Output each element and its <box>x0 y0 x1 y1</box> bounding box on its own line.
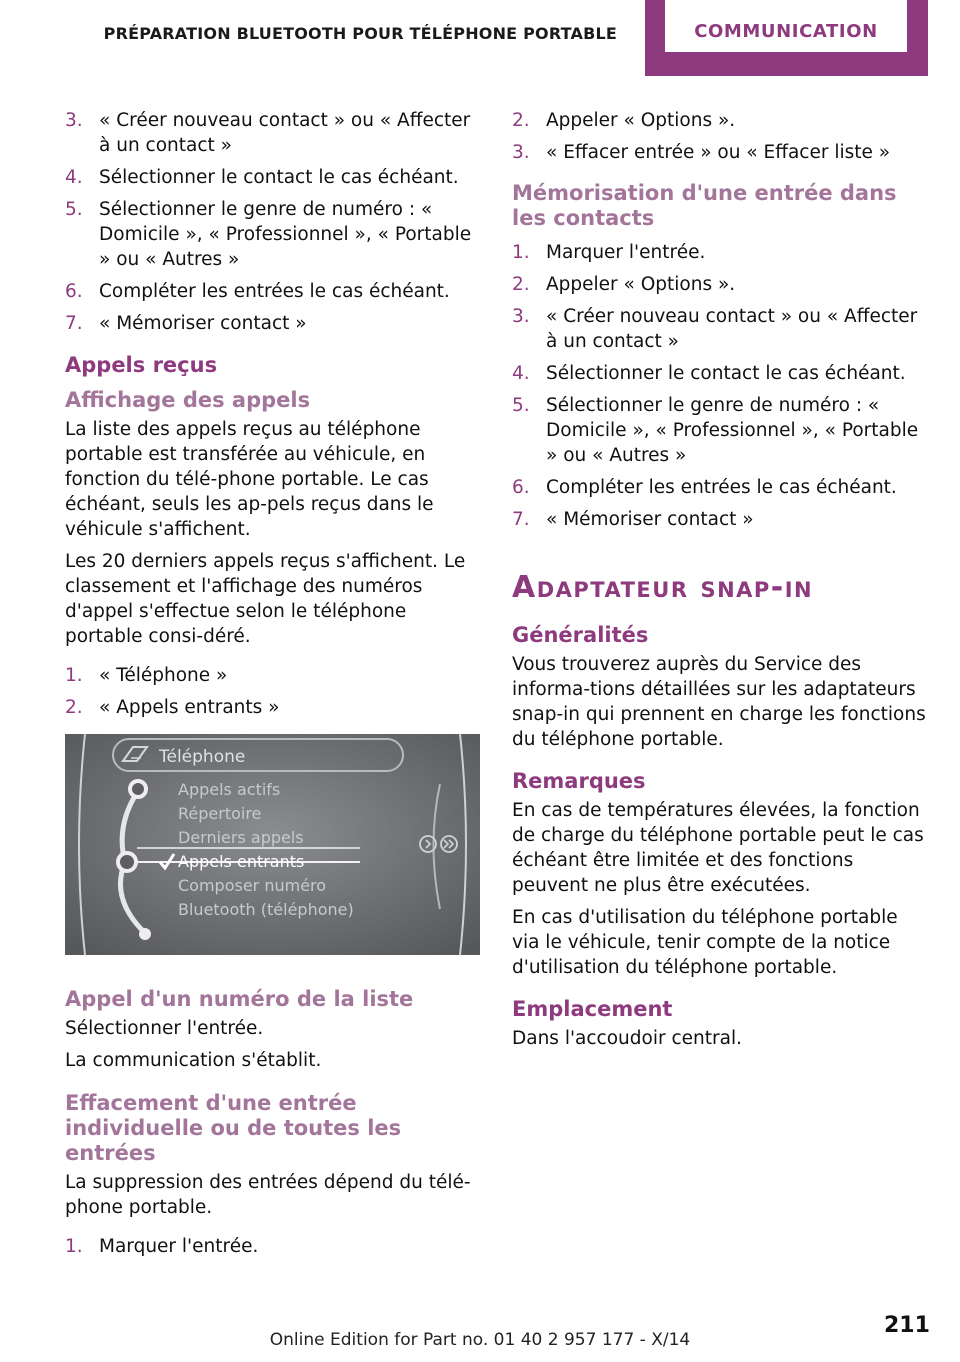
paragraph: La suppression des entrées dépend du télé-phone portable. <box>65 1172 471 1218</box>
bottom-knob <box>139 928 151 940</box>
heading-generalites: Généralités <box>512 623 649 647</box>
page-number: 211 <box>884 1313 930 1338</box>
list-item: 3. « Créer nouveau contact » ou « Affecter à un contact » <box>65 110 471 156</box>
list-item: 7. « Mémoriser contact » <box>65 313 307 334</box>
menu-item: Répertoire <box>178 804 262 823</box>
heading-effacement: Effacement d'une entrée individuelle ou de toutes les entrées <box>65 1091 402 1165</box>
list-item: 6. Compléter les entrées le cas échéant. <box>512 477 897 498</box>
steps-list-contact <box>65 108 480 336</box>
menu-item: Bluetooth (téléphone) <box>178 900 354 919</box>
menu-item: Composer numéro <box>178 876 327 895</box>
heading-memorisation: Mémorisation d'une entrée dans les contacts <box>512 181 897 230</box>
section-title-adaptateur: Adaptateur snap-in <box>512 570 814 605</box>
left-column <box>65 108 480 1271</box>
heading-remarques: Remarques <box>512 769 646 793</box>
paragraph: Les 20 derniers appels reçus s'affichent. Le classement et l'affichage des numéros d'appel s'effectue selon le téléphone portable consi-déré. <box>65 551 466 647</box>
heading-affichage-appels: Affichage des appels <box>65 388 311 412</box>
menu-item: Derniers appels <box>178 828 304 847</box>
edition-footer: Online Edition for Part no. 01 40 2 957 177 - X/14 <box>269 1330 691 1350</box>
list-item: 1. Marquer l'entrée. <box>512 242 706 263</box>
steps-list-menu <box>65 663 480 720</box>
list-item: 7. « Mémoriser contact » <box>512 509 754 530</box>
paragraph: En cas d'utilisation du téléphone portable via le véhicule, tenir compte de la notice d'utilisation du téléphone portable. <box>512 907 898 978</box>
top-knob <box>130 781 146 797</box>
list-item: 4. Sélectionner le contact le cas échéant. <box>65 167 459 188</box>
steps-list-memorisation <box>512 240 930 532</box>
selector-knob <box>118 853 136 871</box>
list-item: 4. Sélectionner le contact le cas échéant. <box>512 363 906 384</box>
list-item: 1. « Téléphone » <box>65 665 228 686</box>
paragraph: La communication s'établit. <box>65 1050 322 1071</box>
steps-list-effacement-cont <box>512 108 930 165</box>
list-item: 3. « Créer nouveau contact » ou « Affecter à un contact » <box>512 306 918 352</box>
paragraph: Vous trouverez auprès du Service des informa-tions détaillées sur les adaptateurs snap-in qui prennent en charge les fonctions du téléphone portable. <box>512 654 926 750</box>
heading-appels-recus: Appels reçus <box>65 353 218 377</box>
phone-menu-screenshot <box>65 734 480 959</box>
list-item: 1. Marquer l'entrée. <box>65 1236 259 1257</box>
paragraph: La liste des appels reçus au téléphone portable est transférée au véhicule, en fonction du télé-phone portable. Le cas échéant, seuls les ap-pels reçus dans le véhicule s'affichent. <box>65 419 434 540</box>
menu-item: Appels actifs <box>178 780 281 799</box>
heading-emplacement: Emplacement <box>512 997 673 1021</box>
heading-appel-numero: Appel d'un numéro de la liste <box>65 987 414 1011</box>
paragraph: En cas de températures élevées, la fonction de charge du téléphone portable peut le cas échéant être limitée et des fonctions peuvent ne plus être exécutées. <box>512 800 924 896</box>
screen-title: Téléphone <box>159 747 246 767</box>
paragraph: Sélectionner l'entrée. <box>65 1018 264 1039</box>
list-item: 2. Appeler « Options ». <box>512 274 736 295</box>
chapter-title: COMMUNICATION <box>694 21 878 42</box>
running-title: PRÉPARATION BLUETOOTH POUR TÉLÉPHONE PORTABLE <box>103 24 617 43</box>
list-item: 5. Sélectionner le genre de numéro : « Domicile », « Professionnel », « Portable » ou « Autres » <box>65 199 472 270</box>
list-item: 6. Compléter les entrées le cas échéant. <box>65 281 450 302</box>
list-item: 2. « Appels entrants » <box>65 697 280 718</box>
paragraph: Dans l'accoudoir central. <box>512 1028 742 1049</box>
phone-menu-display <box>65 734 480 955</box>
running-header <box>0 0 645 70</box>
list-item: 5. Sélectionner le genre de numéro : « Domicile », « Professionnel », « Portable » ou « Autres » <box>512 395 919 466</box>
list-item: 2. Appeler « Options ». <box>512 110 736 131</box>
chapter-tab <box>645 0 928 76</box>
steps-list-effacement <box>65 1234 480 1259</box>
menu-item-selected: Appels entrants <box>178 852 305 871</box>
right-column <box>512 108 930 1058</box>
list-item: 3. « Effacer entrée » ou « Effacer liste » <box>512 142 891 163</box>
